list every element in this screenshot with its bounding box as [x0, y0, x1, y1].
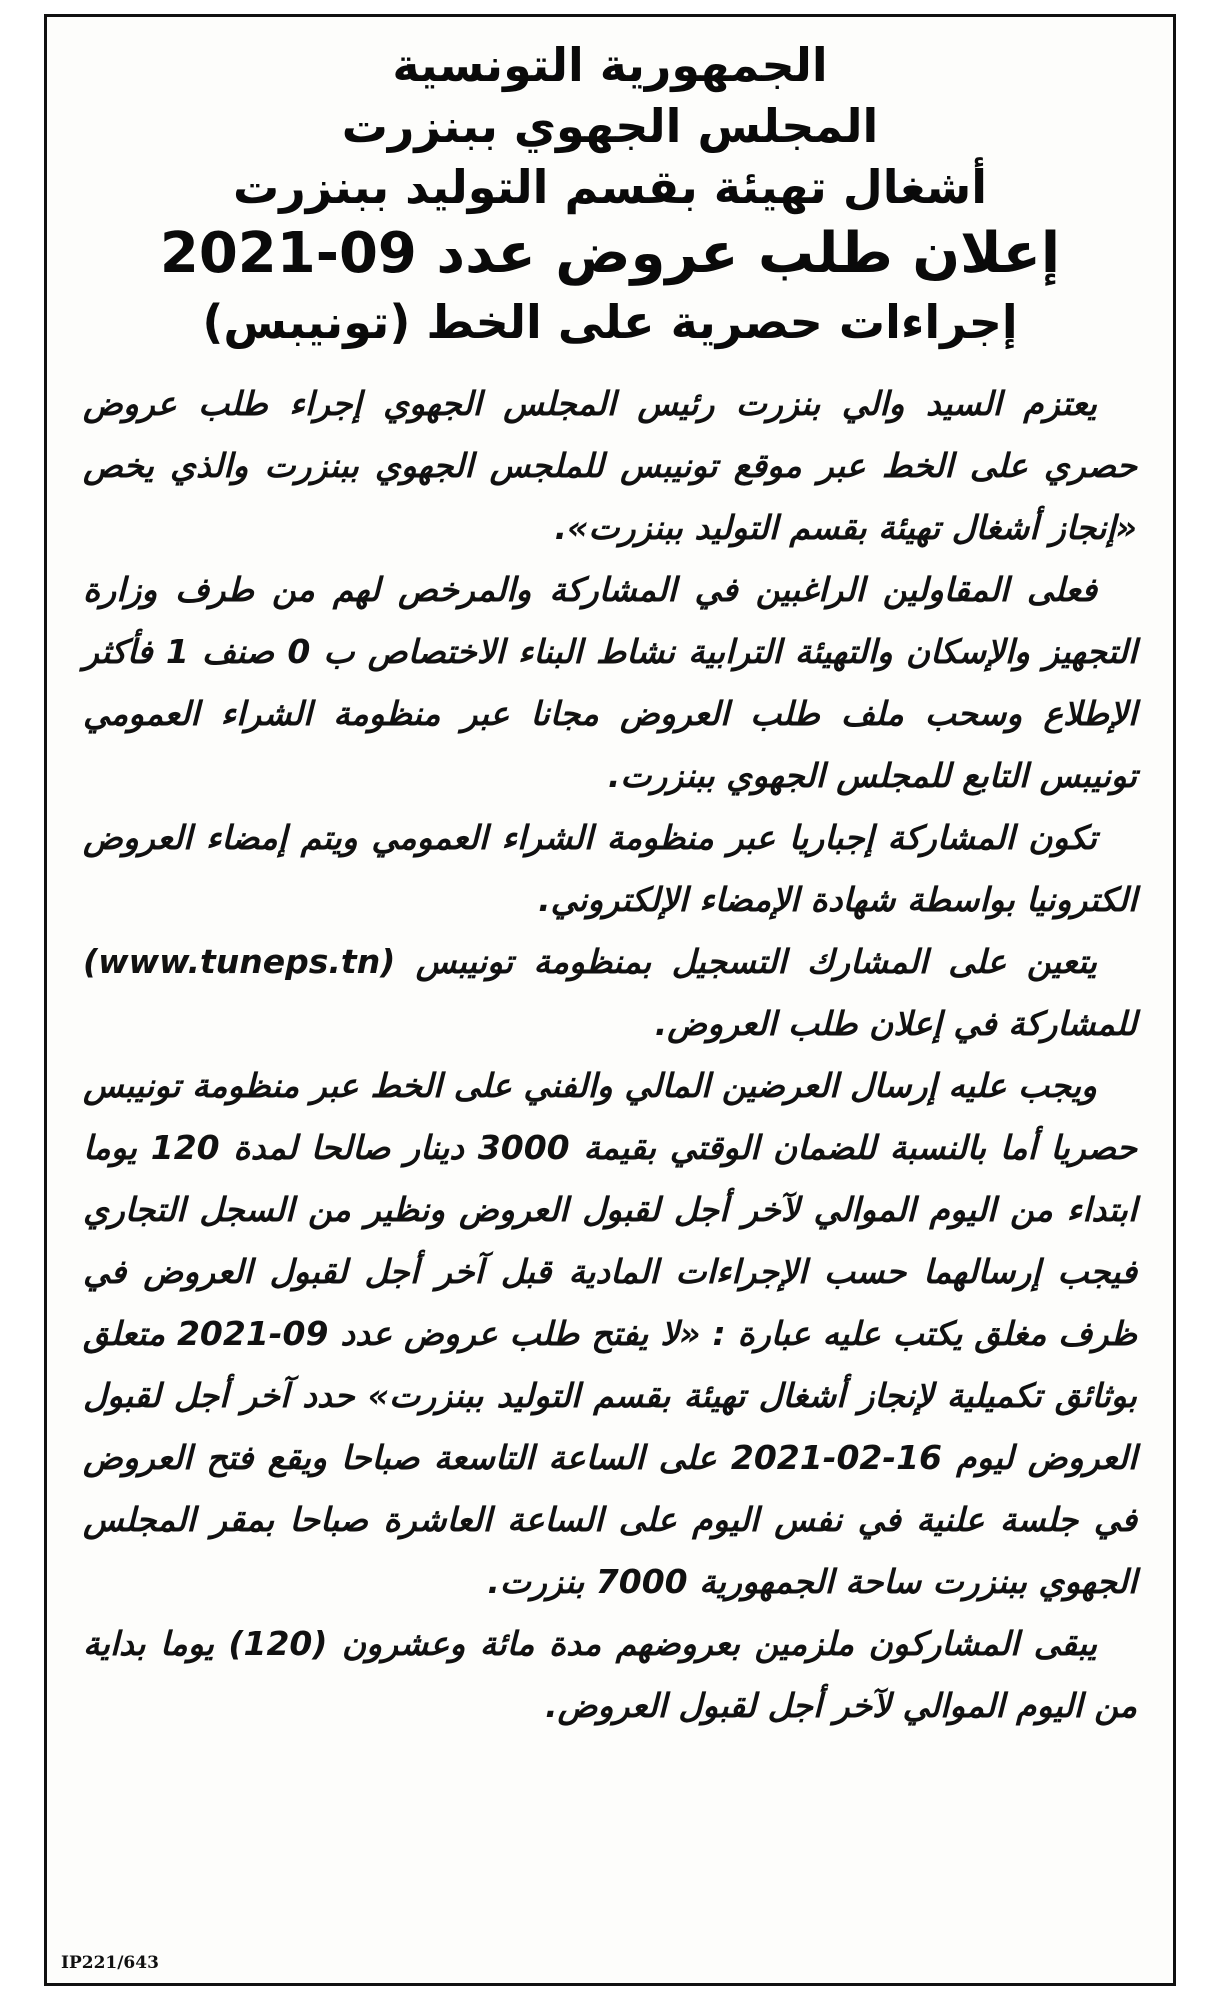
project-title: أشغال تهيئة بقسم التوليد ببنزرت	[233, 159, 987, 214]
paragraph-eligibility: فعلى المقاولين الراغبين في المشاركة والمرخص لهم من طرف وزارة التجهيز والإسكان والتهيئة الترابية نشاط البناء الاختصاص ب 0 صنف 1 فأكثر الإطلاع وسحب ملف طلب العروض مجانا عبر منظومة الشراء العمومي تونيبس التابع للمجلس الجهوي ببنزرت.	[83, 569, 1138, 795]
reference-code: IP221/643	[61, 1953, 159, 1973]
announcement-frame	[44, 14, 1176, 1986]
procedure-title: إجراءات حصرية على الخط (تونيبس)	[202, 295, 1018, 350]
paragraph-validity: يبقى المشاركون ملزمين بعروضهم مدة مائة وعشرون (120) يوما بداية من اليوم الموالي لآخر أجل لقبول العروض.	[83, 1623, 1137, 1725]
paragraph-intro: يعتزم السيد والي بنزرت رئيس المجلس الجهوي إجراء طلب عروض حصري على الخط عبر موقع تونيبس للملجس الجهوي ببنزرت والذي يخص «إنجاز أشغال تهيئة بقسم التوليد ببنزرت».	[83, 383, 1137, 547]
paragraph-participation: تكون المشاركة إجباريا عبر منظومة الشراء العمومي ويتم إمضاء العروض الكترونيا بواسطة شهادة الإمضاء الإلكتروني.	[83, 817, 1137, 919]
tender-title: إعلان طلب عروض عدد 09-2021	[159, 220, 1061, 286]
council-title: المجلس الجهوي ببنزرت	[341, 98, 879, 153]
paragraph-registration: يتعين على المشارك التسجيل بمنظومة تونيبس (www.tuneps.tn) للمشاركة في إعلان طلب العروض.	[83, 941, 1137, 1043]
country-title: الجمهورية التونسية	[392, 38, 828, 92]
announcement-body	[47, 349, 1173, 1737]
paragraph-submission: ويجب عليه إرسال العرضين المالي والفني على الخط عبر منظومة تونيبس حصريا أما بالنسبة للضمان الوقتي بقيمة 3000 دينار صالحا لمدة 120 يوما ابتداء من اليوم الموالي لآخر أجل لقبول العروض ونظير من السجل التجاري فيجب إرسالهما حسب الإجراءات المادية قبل آخر أجل لقبول العروض في ظرف مغلق يكتب عليه عبارة : «لا يفتح طلب عروض عدد 09-2021 متعلق بوثائق تكميلية لإنجاز أشغال تهيئة بقسم التوليد ببنزرت» حدد آخر أجل لقبول العروض ليوم 16-02-2021 على الساعة التاسعة صباحا ويقع فتح العروض في جلسة علنية في نفس اليوم على الساعة العاشرة صباحا بمقر المجلس الجهوي ببنزرت ساحة الجمهورية 7000 بنزرت.	[83, 1065, 1138, 1601]
announcement-header	[47, 39, 1173, 349]
